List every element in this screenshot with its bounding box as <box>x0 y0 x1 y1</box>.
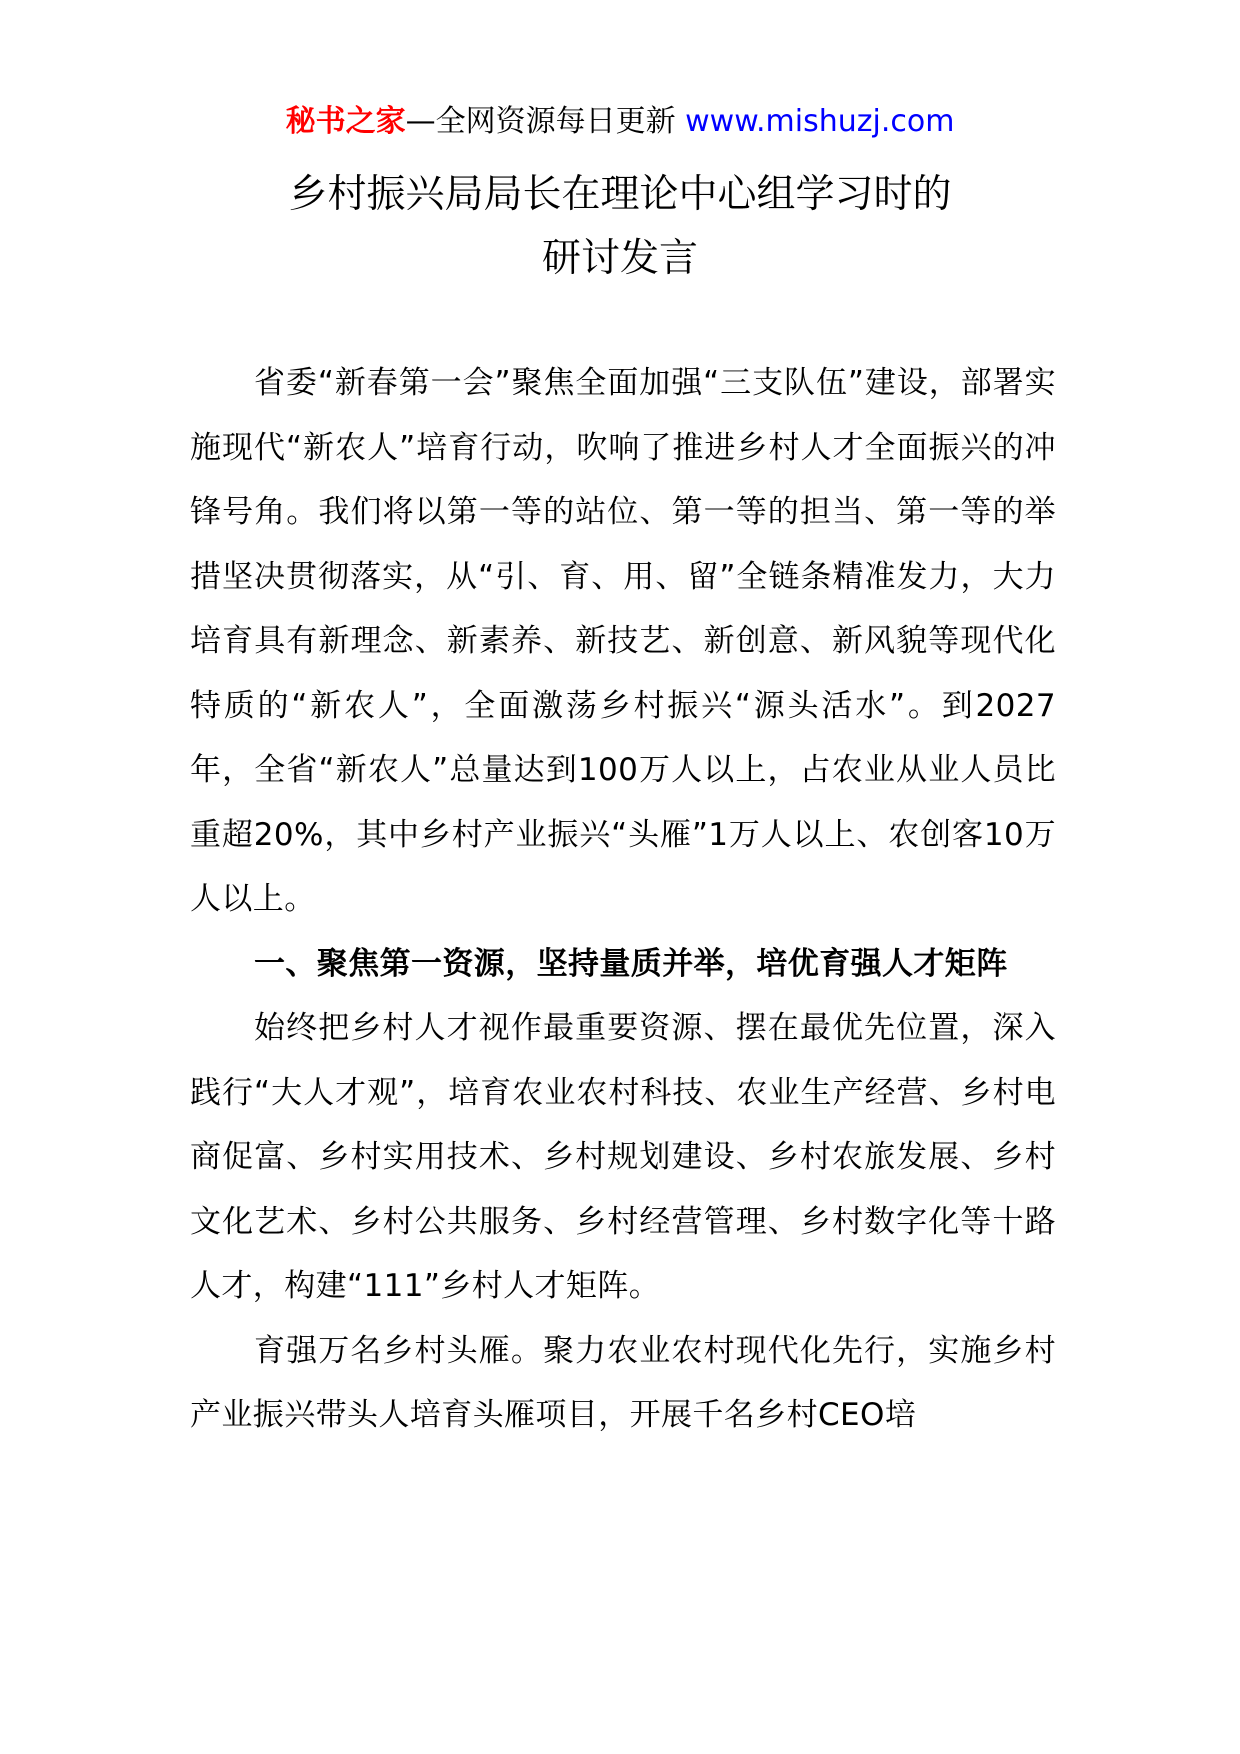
title-line-2: 研讨发言 <box>541 236 698 281</box>
title-line-1: 乡村振兴局局长在理论中心组学习时的 <box>288 172 952 217</box>
document-body <box>190 351 1056 1448</box>
body-paragraph: 省委“新春第一会”聚焦全面加强“三支队伍”建设，部署实施现代“新农人”培育行动，吹响了推进乡村人才全面振兴的冲锋号角。我们将以第一等的站位、第一等的担当、第一等的举措坚决贯彻落实，从“引、育、用、留”全链条精准发力，大力培育具有新理念、新素养、新技艺、新创意、新风貌等现代化特质的“新农人”，全面激荡乡村振兴“源头活水”。到2027年，全省“新农人”总量达到100万人以上，占农业从业人员比重超20%，其中乡村产业振兴“头雁”1万人以上、农创客10万人以上。 <box>190 365 1056 917</box>
header-tagline: —全网资源每日更新 <box>405 104 676 139</box>
document-title <box>0 163 1240 291</box>
body-paragraph: 始终把乡村人才视作最重要资源、摆在最优先位置，深入践行“大人才观”，培育农业农村科技、农业生产经营、乡村电商促富、乡村实用技术、乡村规划建设、乡村农旅发展、乡村文化艺术、乡村公共服务、乡村经营管理、乡村数字化等十路人才，构建“111”乡村人才矩阵。 <box>190 1010 1056 1304</box>
brand-name: 秘书之家 <box>285 104 406 139</box>
body-paragraph: 育强万名乡村头雁。聚力农业农村现代化先行，实施乡村产业振兴带头人培育头雁项目，开展千名乡村CEO培 <box>190 1332 1056 1433</box>
section-heading: 一、聚焦第一资源，坚持量质并举，培优育强人才矩阵 <box>254 945 1008 982</box>
site-header <box>0 100 1240 144</box>
site-url-link[interactable]: www.mishuzj.com <box>685 104 955 139</box>
